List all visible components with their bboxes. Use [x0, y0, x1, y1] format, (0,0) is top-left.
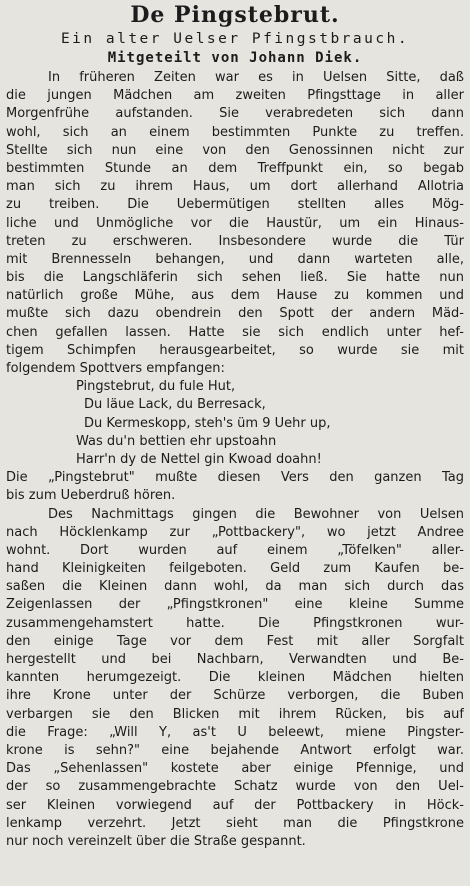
text-line: mit Brennesseln behangen, und dann warteten alle, [6, 251, 464, 267]
text-line: man sich zu ihrem Haus, um dort allerhand Allotria [6, 179, 464, 195]
text-line: ihre Krone unter der Schürze verborgen, die Buben [6, 688, 464, 704]
text-line: den einige Tage vor dem Fest mit aller Sorgfalt [6, 633, 464, 649]
article-subtitle: Ein alter Uelser Pfingstbrauch. [60, 31, 410, 47]
text-line: krone is sehn?" eine bejahende Antwort erfolgt war. [6, 742, 464, 758]
article-body [6, 69, 464, 851]
text-line: die jungen Mädchen am zweiten Pfingsttage in aller [6, 88, 464, 104]
text-line: nach Höcklenkamp zur „Pottbackery", wo jetzt Andree [6, 524, 464, 540]
text-line: natürlich große Mühe, aus dem Hause zu kommen und [6, 288, 464, 304]
text-line: Die „Pingstebrut" mußte diesen Vers den ganzen Tag [6, 470, 464, 486]
text-line: In früheren Zeiten war es in Uelsen Sitte, daß [48, 70, 464, 85]
text-line: Stellte sich nun eine von den Genossinnen nicht zur [6, 142, 464, 158]
paragraph-afternoon [6, 506, 464, 852]
text-line: wohnt. Dort wurden auf einem „Töfelken" aller- [6, 542, 464, 558]
article-title: De Pingstebrut. [130, 2, 340, 28]
article-byline: Mitgeteilt von Johann Diek. [107, 50, 363, 66]
text-line: saßen die Kleinen dann wohl, da man sich durch das [6, 579, 464, 595]
paragraph-pingstebrut [6, 469, 464, 505]
verse-line: Du Kermeskopp, steh's üm 9 Uehr up, [84, 415, 331, 431]
text-line: bis zum Ueberdruß hören. [6, 488, 176, 504]
text-line: zusammengehamstert hatte. Die Pfingstkronen wur- [6, 615, 464, 631]
text-line: Morgenfrühe aufstanden. Sie verabredeten sich dann [6, 106, 464, 122]
text-line: treten zu erschweren. Insbesondere wurde die Tür [6, 233, 464, 249]
verse-line: Harr'n dy de Nettel gin Kwoad doahn! [76, 451, 322, 467]
text-line: hergestellt und bei Nachbarn, Verwandten und Be- [6, 652, 464, 667]
text-line: Das „Sehenlassen" kostete aber einige Pfennige, und [6, 761, 464, 777]
text-line: nur noch vereinzelt über die Straße gespannt. [6, 833, 306, 849]
verse-line: Du läue Lack, du Berresack, [84, 397, 266, 413]
text-line: hand Kleinigkeiten feilgeboten. Geld zum Kaufen be- [6, 561, 464, 577]
text-line: bis die Langschläferin sich sehen ließ. Sie hatte nun [6, 270, 464, 286]
text-line: wohl, sich an einem bestimmten Punkte zu treffen. [6, 124, 464, 140]
verse-line: Was du'n bettien ehr upstoahn [76, 433, 277, 449]
text-line: zu treiben. Die Uebermütigen stellten alles Mög- [6, 197, 464, 213]
text-line: liche und Unmögliche vor die Haustür, um ein Hinaus- [6, 215, 464, 231]
text-line: tigem Schimpfen herausgearbeitet, so wurde sie mit [6, 342, 464, 358]
text-line: ser Kleinen vorwiegend auf der Pottbackery in Höck- [6, 797, 464, 813]
text-line: die Frage: „Will Y, as't U beleewt, miene Pingster- [6, 724, 464, 740]
paragraph-intro [6, 69, 464, 378]
text-line: chen gefallen lassen. Hatte sie sich endlich unter hef- [6, 324, 464, 340]
verse-line: Pingstebrut, du fule Hut, [76, 379, 236, 395]
text-line: der so zusammengebrachte Schatz wurde von den Uel- [6, 779, 464, 795]
text-line: bestimmten Stunde an dem Treffpunkt ein, so begab [6, 160, 464, 176]
text-line: mußte sich dazu obendrein den Spott der andern Mäd- [6, 306, 464, 322]
text-line: Zeigenlassen der „Pfingstkronen" eine kleine Summe [6, 597, 464, 613]
text-line: Des Nachmittags gingen die Bewohner von Uelsen [48, 506, 464, 522]
mocking-verse [6, 378, 464, 469]
text-line: verbargen sie den Blicken mit ihrem Rücken, bis auf [6, 706, 464, 722]
text-line: folgendem Spottvers empfangen: [6, 361, 225, 376]
text-line: kannten herumgezeigt. Die kleinen Mädchen hielten [6, 670, 464, 686]
text-line: lenkamp verzehrt. Jetzt sieht man die Pfingstkrone [6, 815, 464, 831]
